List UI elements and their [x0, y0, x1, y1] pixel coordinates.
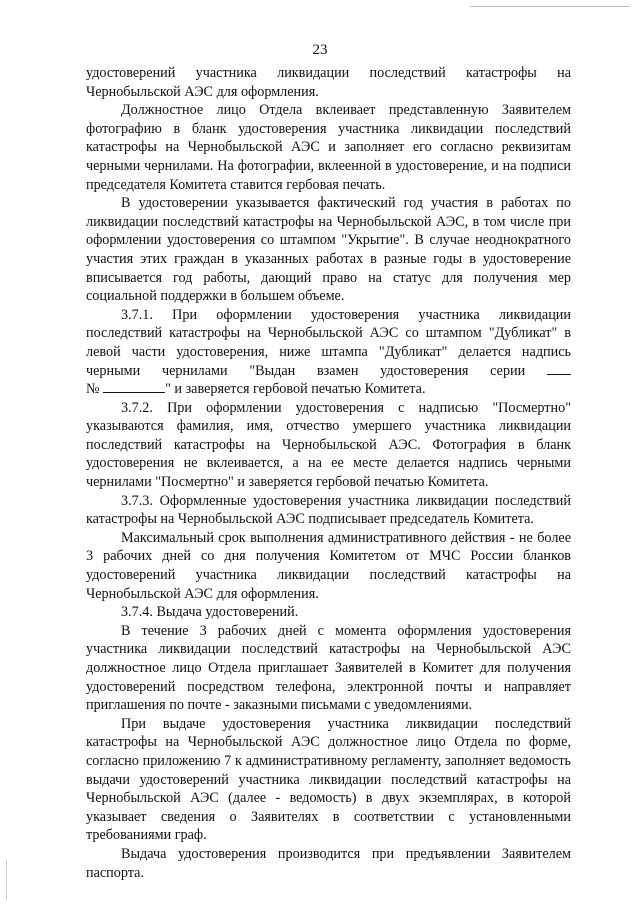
seria-blank	[547, 362, 571, 375]
document-body	[86, 64, 571, 882]
number-sign: №	[86, 381, 100, 398]
seria-word-3: "Выдан	[249, 362, 296, 379]
seria-line	[86, 362, 571, 381]
paragraph-photo-insertion: Должностное лицо Отдела вклеивает представленную Заявителем фотографию в бланк удостоверения участника ликвидации последствий катастрофы на Чернобыльской АЭС и заполняет его согласно реквизитам черными чернилами. На фотографии, вклеенной в удостоверение, и на подписи председателя Комитета ставится гербовая печать.	[86, 102, 571, 193]
paragraph-invitation: В течение 3 рабочих дней с момента оформления удостоверения участника ликвидации последствий катастрофы на Чернобыльской АЭС должностное лицо Отдела приглашает Заявителей в Комитет для получения удостоверений посредством телефона, электронной почты и направляет приглашения по почте - заказными письмами с уведомлениями.	[86, 622, 571, 714]
scan-margin-mark	[6, 860, 7, 900]
number-line-tail: " и заверяется гербовой печатью Комитета.	[165, 381, 426, 398]
number-line	[86, 380, 571, 399]
page-number: 23	[312, 42, 328, 58]
paragraph-3-7-1-main: 3.7.1. При оформлении удостоверения участника ликвидации последствий катастрофы на Чернобыльской АЭС со штампом "Дубликат" в левой части удостоверения, ниже штампа "Дубликат" делается надпись	[86, 306, 571, 360]
paragraph-issuance-register: При выдаче удостоверения участника ликвидации последствий катастрофы на Чернобыльской АЭС должностное лицо Отдела по форме, согласно приложению 7 к административному регламенту, заполняет ведомость выдачи удостоверений участника ликвидации последствий катастрофы на Чернобыльской АЭС (далее - ведомость) в двух экземплярах, в которой указывает сведения о Заявителях в соответствии с установленными требованиями граф.	[86, 715, 571, 844]
paragraph-max-term: Максимальный срок выполнения административного действия - не более 3 рабочих дней со дня получения Комитетом от МЧС России бланков удостоверений участника ликвидации последствий катастрофы на Чернобыльской АЭС для оформления.	[86, 529, 571, 602]
paragraph-passport: Выдача удостоверения производится при предъявлении Заявителем паспорта.	[86, 845, 571, 881]
seria-word-1: черными	[86, 362, 141, 379]
paragraph-3-7-3: 3.7.3. Оформленные удостоверения участника ликвидации последствий катастрофы на Чернобыльской АЭС подписывает председатель Комитета.	[86, 492, 571, 528]
number-blank	[103, 380, 165, 393]
paragraph-3-7-4-heading: 3.7.4. Выдача удостоверений.	[121, 604, 299, 621]
seria-word-6: серии	[490, 362, 526, 379]
scan-top-edge-line	[470, 6, 630, 7]
paragraph-3-7-2: 3.7.2. При оформлении удостоверения с надписью "Посмертно" указываются фамилия, имя, отчество умершего участника ликвидации последствий катастрофы на Чернобыльской АЭС. Фотография в бланк удостоверения не вклеивается, а на ее месте делается надпись черными чернилами "Посмертно" и заверяется гербовой печатью Комитета.	[86, 399, 571, 491]
paragraph-continuation: удостоверений участника ликвидации последствий катастрофы на Чернобыльской АЭС для оформления.	[86, 65, 571, 100]
seria-word-4: взамен	[316, 362, 359, 379]
seria-word-5: удостоверения	[380, 362, 469, 379]
seria-word-2: чернилами	[161, 362, 228, 379]
paragraph-3-7-1	[86, 306, 571, 399]
paragraph-participation-year: В удостоверении указывается фактический год участия в работах по ликвидации последствий катастрофы на Чернобыльской АЭС, в том числе при оформлении удостоверения со штампом "Укрытие". В случае неоднократного участия этих граждан в указанных работах в разные годы в удостоверение вписывается год работы, дающий право на статус для получения мер социальной поддержки в большем объеме.	[86, 195, 571, 305]
